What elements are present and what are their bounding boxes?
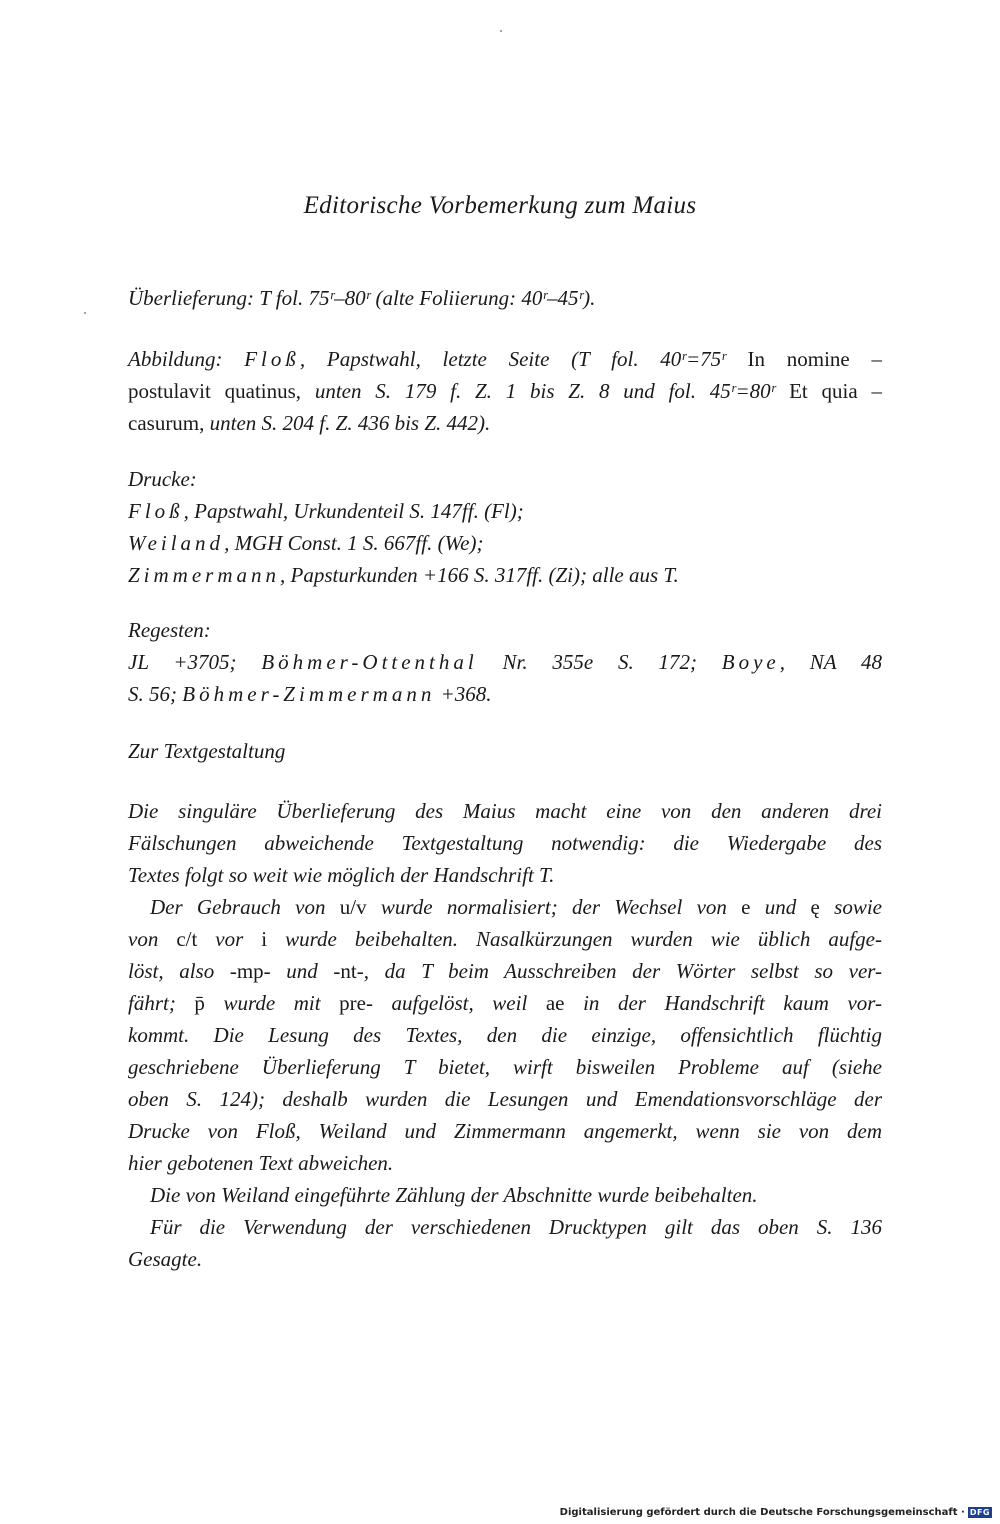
author-name: Böhmer-Ottenthal bbox=[261, 650, 478, 674]
author-name: Zimmermann bbox=[128, 563, 281, 587]
paragraph-line: hier gebotenen Text abweichen. bbox=[128, 1151, 394, 1175]
abbildung-line-1 bbox=[128, 343, 882, 375]
paragraph-line: Drucke von Floß, Weiland und Zimmermann angemerkt, wenn sie von dem bbox=[128, 1119, 882, 1143]
paragraph-line: Für die Verwendung der verschiedenen Drucktypen gilt das oben S. 136 bbox=[150, 1215, 882, 1239]
ueberlieferung-section bbox=[128, 282, 882, 314]
abbildung-quote: In nomine – bbox=[725, 347, 882, 371]
regesten-heading: Regesten: bbox=[128, 618, 211, 642]
regesten-line-1 bbox=[128, 646, 882, 678]
paragraph-line: Die von Weiland eingeführte Zählung der Abschnitte wurde beibehalten. bbox=[150, 1183, 758, 1207]
regesten-text: JL +3705; bbox=[128, 650, 237, 674]
drucke-item bbox=[128, 495, 882, 527]
abbildung-label: Abbildung: bbox=[128, 347, 223, 371]
paragraph-line: oben S. 124); deshalb wurden die Lesungen und Emendationsvorschläge der bbox=[128, 1087, 882, 1111]
paragraph-line: von c/t vor i wurde beibehalten. Nasalkürzungen wurden wie üblich aufge- bbox=[128, 927, 882, 951]
dfg-logo-icon: DFG bbox=[969, 1507, 990, 1517]
dfg-footer bbox=[560, 1504, 992, 1520]
abbildung-quote: Et quia – bbox=[775, 379, 882, 403]
footer-credit: Digitalisierung gefördert durch die Deutsche Forschungsgemeinschaft · bbox=[559, 1506, 965, 1518]
paragraph-line: Fälschungen abweichende Textgestaltung notwendig: die Wiedergabe des bbox=[128, 831, 882, 855]
abbildung-text: unten S. 204 f. Z. 436 bis Z. 442). bbox=[209, 411, 491, 435]
drucke-text: , MGH Const. 1 S. 667ff. (We); bbox=[224, 531, 484, 555]
paragraph-line: Textes folgt so weit wie möglich der Handschrift T. bbox=[128, 863, 555, 887]
author-name: Floß bbox=[244, 347, 300, 371]
regesten-text: Nr. 355e S. 172; bbox=[502, 650, 697, 674]
regesten-text: , NA 48 bbox=[779, 650, 883, 674]
drucke-text: , Papsturkunden +166 S. 317ff. (Zi); alle aus T. bbox=[280, 563, 679, 587]
regesten-line-2 bbox=[128, 678, 882, 710]
abbildung-text: , Papstwahl, letzte Seite (T fol. 40ʳ=75ʳ bbox=[299, 347, 726, 371]
paragraph-line: fährt; p̄ wurde mit pre- aufgelöst, weil ae in der Handschrift kaum vor- bbox=[128, 991, 883, 1015]
abbildung-text: unten S. 179 f. Z. 1 bis Z. 8 und fol. 45ʳ=80ʳ bbox=[314, 379, 776, 403]
scan-speck bbox=[84, 312, 86, 314]
paragraph-line: löst, also -mp- und -nt-, da T beim Ausschreiben der Wörter selbst so ver- bbox=[128, 959, 883, 983]
paragraph-line: geschriebene Überlieferung T bietet, wirft bisweilen Probleme auf (siehe bbox=[128, 1055, 882, 1079]
abbildung-section bbox=[128, 343, 882, 439]
paragraph-line: Die singuläre Überlieferung des Maius macht eine von den anderen drei bbox=[128, 799, 882, 823]
drucke-text: , Papstwahl, Urkundenteil S. 147ff. (Fl); bbox=[183, 499, 524, 523]
author-name: Böhmer-Zimmermann bbox=[182, 682, 436, 706]
abbildung-quote: casurum, bbox=[128, 411, 210, 435]
section-heading: Zur Textgestaltung bbox=[128, 739, 286, 763]
abbildung-line-2 bbox=[128, 375, 882, 407]
drucke-item bbox=[128, 559, 882, 591]
author-name: Weiland bbox=[128, 531, 225, 555]
author-name: Floß bbox=[128, 499, 184, 523]
textgestaltung-body bbox=[128, 795, 882, 1275]
regesten-boye bbox=[722, 650, 882, 674]
paragraph-line: Der Gebrauch von u/v wurde normalisiert; der Wechsel von e und ę sowie bbox=[150, 895, 882, 919]
paragraph-line: kommt. Die Lesung des Textes, den die einzige, offensichtlich flüchtig bbox=[128, 1023, 882, 1047]
textgestaltung-heading-block bbox=[128, 735, 882, 767]
abbildung-line-3 bbox=[128, 407, 882, 439]
regesten-section bbox=[128, 614, 882, 710]
drucke-heading: Drucke: bbox=[128, 467, 197, 491]
paragraph-line: Gesagte. bbox=[128, 1247, 203, 1271]
drucke-section bbox=[128, 463, 882, 591]
abbildung-quote: postulavit quatinus, bbox=[128, 379, 315, 403]
drucke-item bbox=[128, 527, 882, 559]
ueberlieferung-line: Überlieferung: T fol. 75ʳ–80ʳ (alte Foliierung: 40ʳ–45ʳ). bbox=[128, 286, 596, 310]
page-title: Editorische Vorbemerkung zum Maius bbox=[303, 192, 697, 219]
regesten-text: +368. bbox=[435, 682, 492, 706]
author-name: Boye bbox=[721, 650, 780, 674]
scan-speck bbox=[500, 30, 502, 32]
regesten-text: S. 56; bbox=[128, 682, 183, 706]
